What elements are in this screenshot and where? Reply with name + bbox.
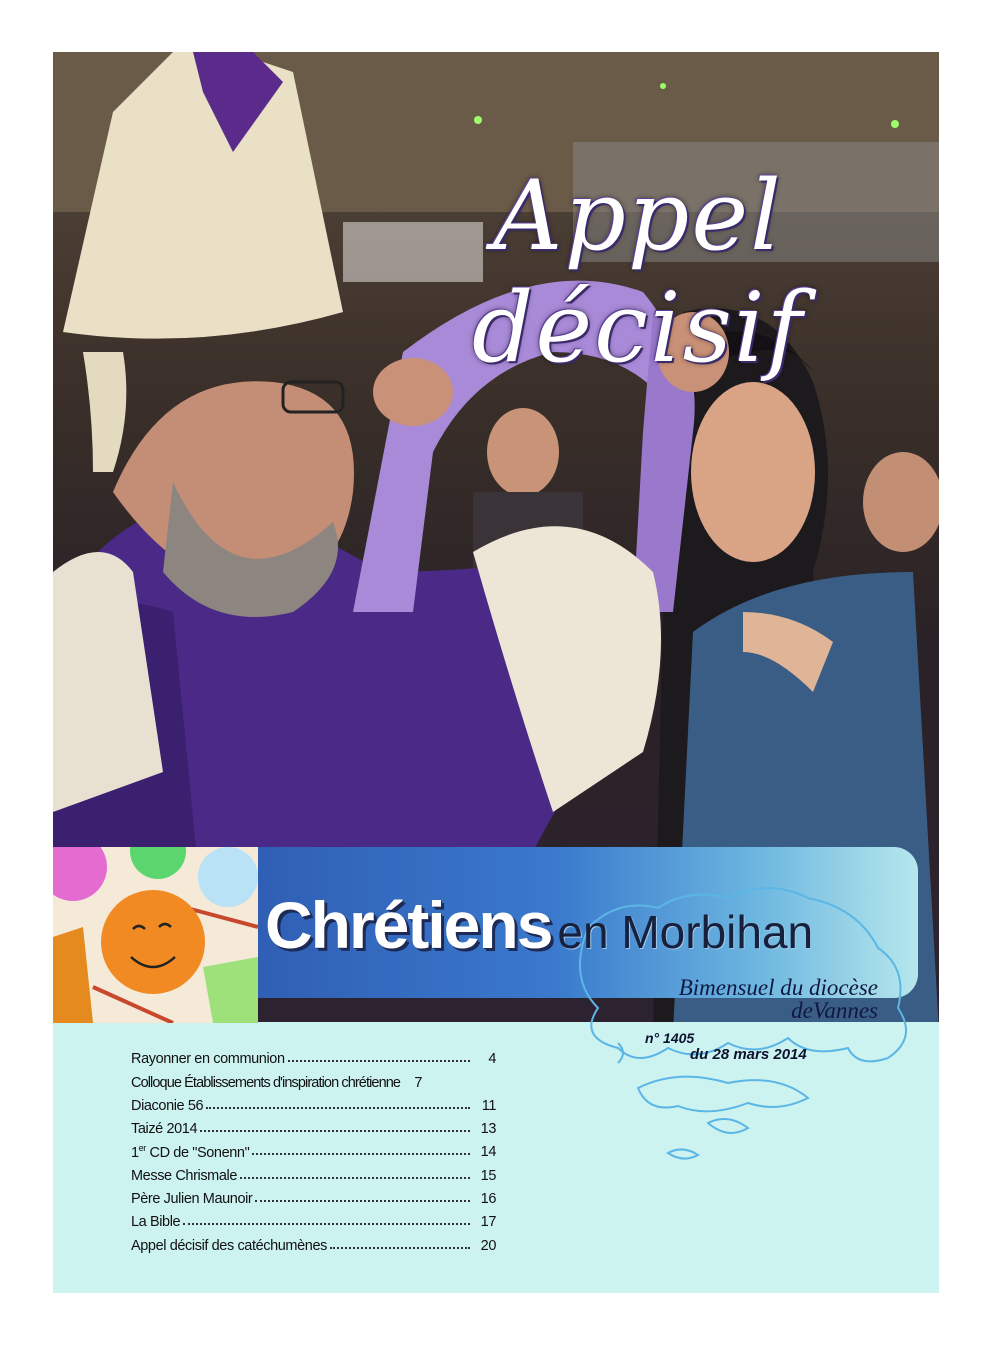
toc-row	[131, 1067, 496, 1090]
toc-row	[131, 1114, 496, 1137]
toc-row	[131, 1184, 496, 1207]
toc-title-prefix: 1	[131, 1144, 139, 1161]
toc-title: Taizé 2014	[131, 1121, 198, 1138]
table-of-contents	[131, 1044, 496, 1254]
toc-leader	[200, 1130, 470, 1132]
toc-title: Rayonner en communion	[131, 1051, 285, 1068]
toc-leader	[240, 1177, 470, 1179]
toc-title-suffix: CD de "Sonenn"	[145, 1144, 250, 1161]
toc-page: 11	[481, 1097, 496, 1114]
toc-title: Diaconie 56	[131, 1097, 204, 1114]
toc-leader	[330, 1247, 470, 1249]
toc-leader	[255, 1200, 470, 1202]
masthead-title-bold: Chrétiens	[265, 888, 552, 962]
masthead-subtitle-line2: deVannes	[791, 998, 878, 1023]
toc-row	[131, 1044, 496, 1067]
smiling-sun-icon	[53, 847, 258, 1023]
toc-title: La Bible	[131, 1214, 181, 1231]
masthead-title-rest: en Morbihan	[557, 906, 814, 958]
masthead-artwork	[53, 847, 258, 1023]
toc-row	[131, 1230, 496, 1253]
toc-page: 16	[480, 1191, 496, 1208]
toc-leader	[206, 1107, 470, 1109]
toc-row	[131, 1160, 496, 1183]
toc-title: Appel décisif des catéchumènes	[131, 1237, 327, 1254]
masthead-title	[265, 887, 813, 963]
masthead-subtitle	[618, 976, 878, 1022]
toc-page: 17	[480, 1214, 496, 1231]
toc-leader	[288, 1060, 470, 1062]
toc-title-superscript: er	[138, 1142, 146, 1153]
magazine-cover	[53, 52, 939, 1293]
toc-title: Père Julien Maunoir	[131, 1191, 253, 1208]
toc-leader	[252, 1153, 470, 1155]
masthead-subtitle-line1: Bimensuel du diocèse	[678, 975, 878, 1000]
issue-date: du 28 mars 2014	[690, 1046, 807, 1063]
toc-title: Colloque Établissements d'inspiration chrétienne	[131, 1074, 401, 1091]
toc-page: 14	[480, 1144, 496, 1161]
toc-page: 7	[414, 1074, 423, 1091]
toc-title: Messe Chrismale	[131, 1167, 237, 1184]
issue-number: n° 1405	[645, 1030, 695, 1046]
toc-page: 15	[480, 1167, 496, 1184]
toc-page: 20	[480, 1237, 496, 1254]
toc-page: 13	[480, 1121, 496, 1138]
toc-row	[131, 1207, 496, 1230]
toc-leader	[183, 1223, 470, 1225]
toc-row	[131, 1137, 496, 1160]
cover-headline: Appel décisif	[471, 160, 805, 384]
toc-title	[131, 1143, 249, 1161]
toc-row	[131, 1091, 496, 1114]
toc-page: 4	[488, 1051, 496, 1068]
